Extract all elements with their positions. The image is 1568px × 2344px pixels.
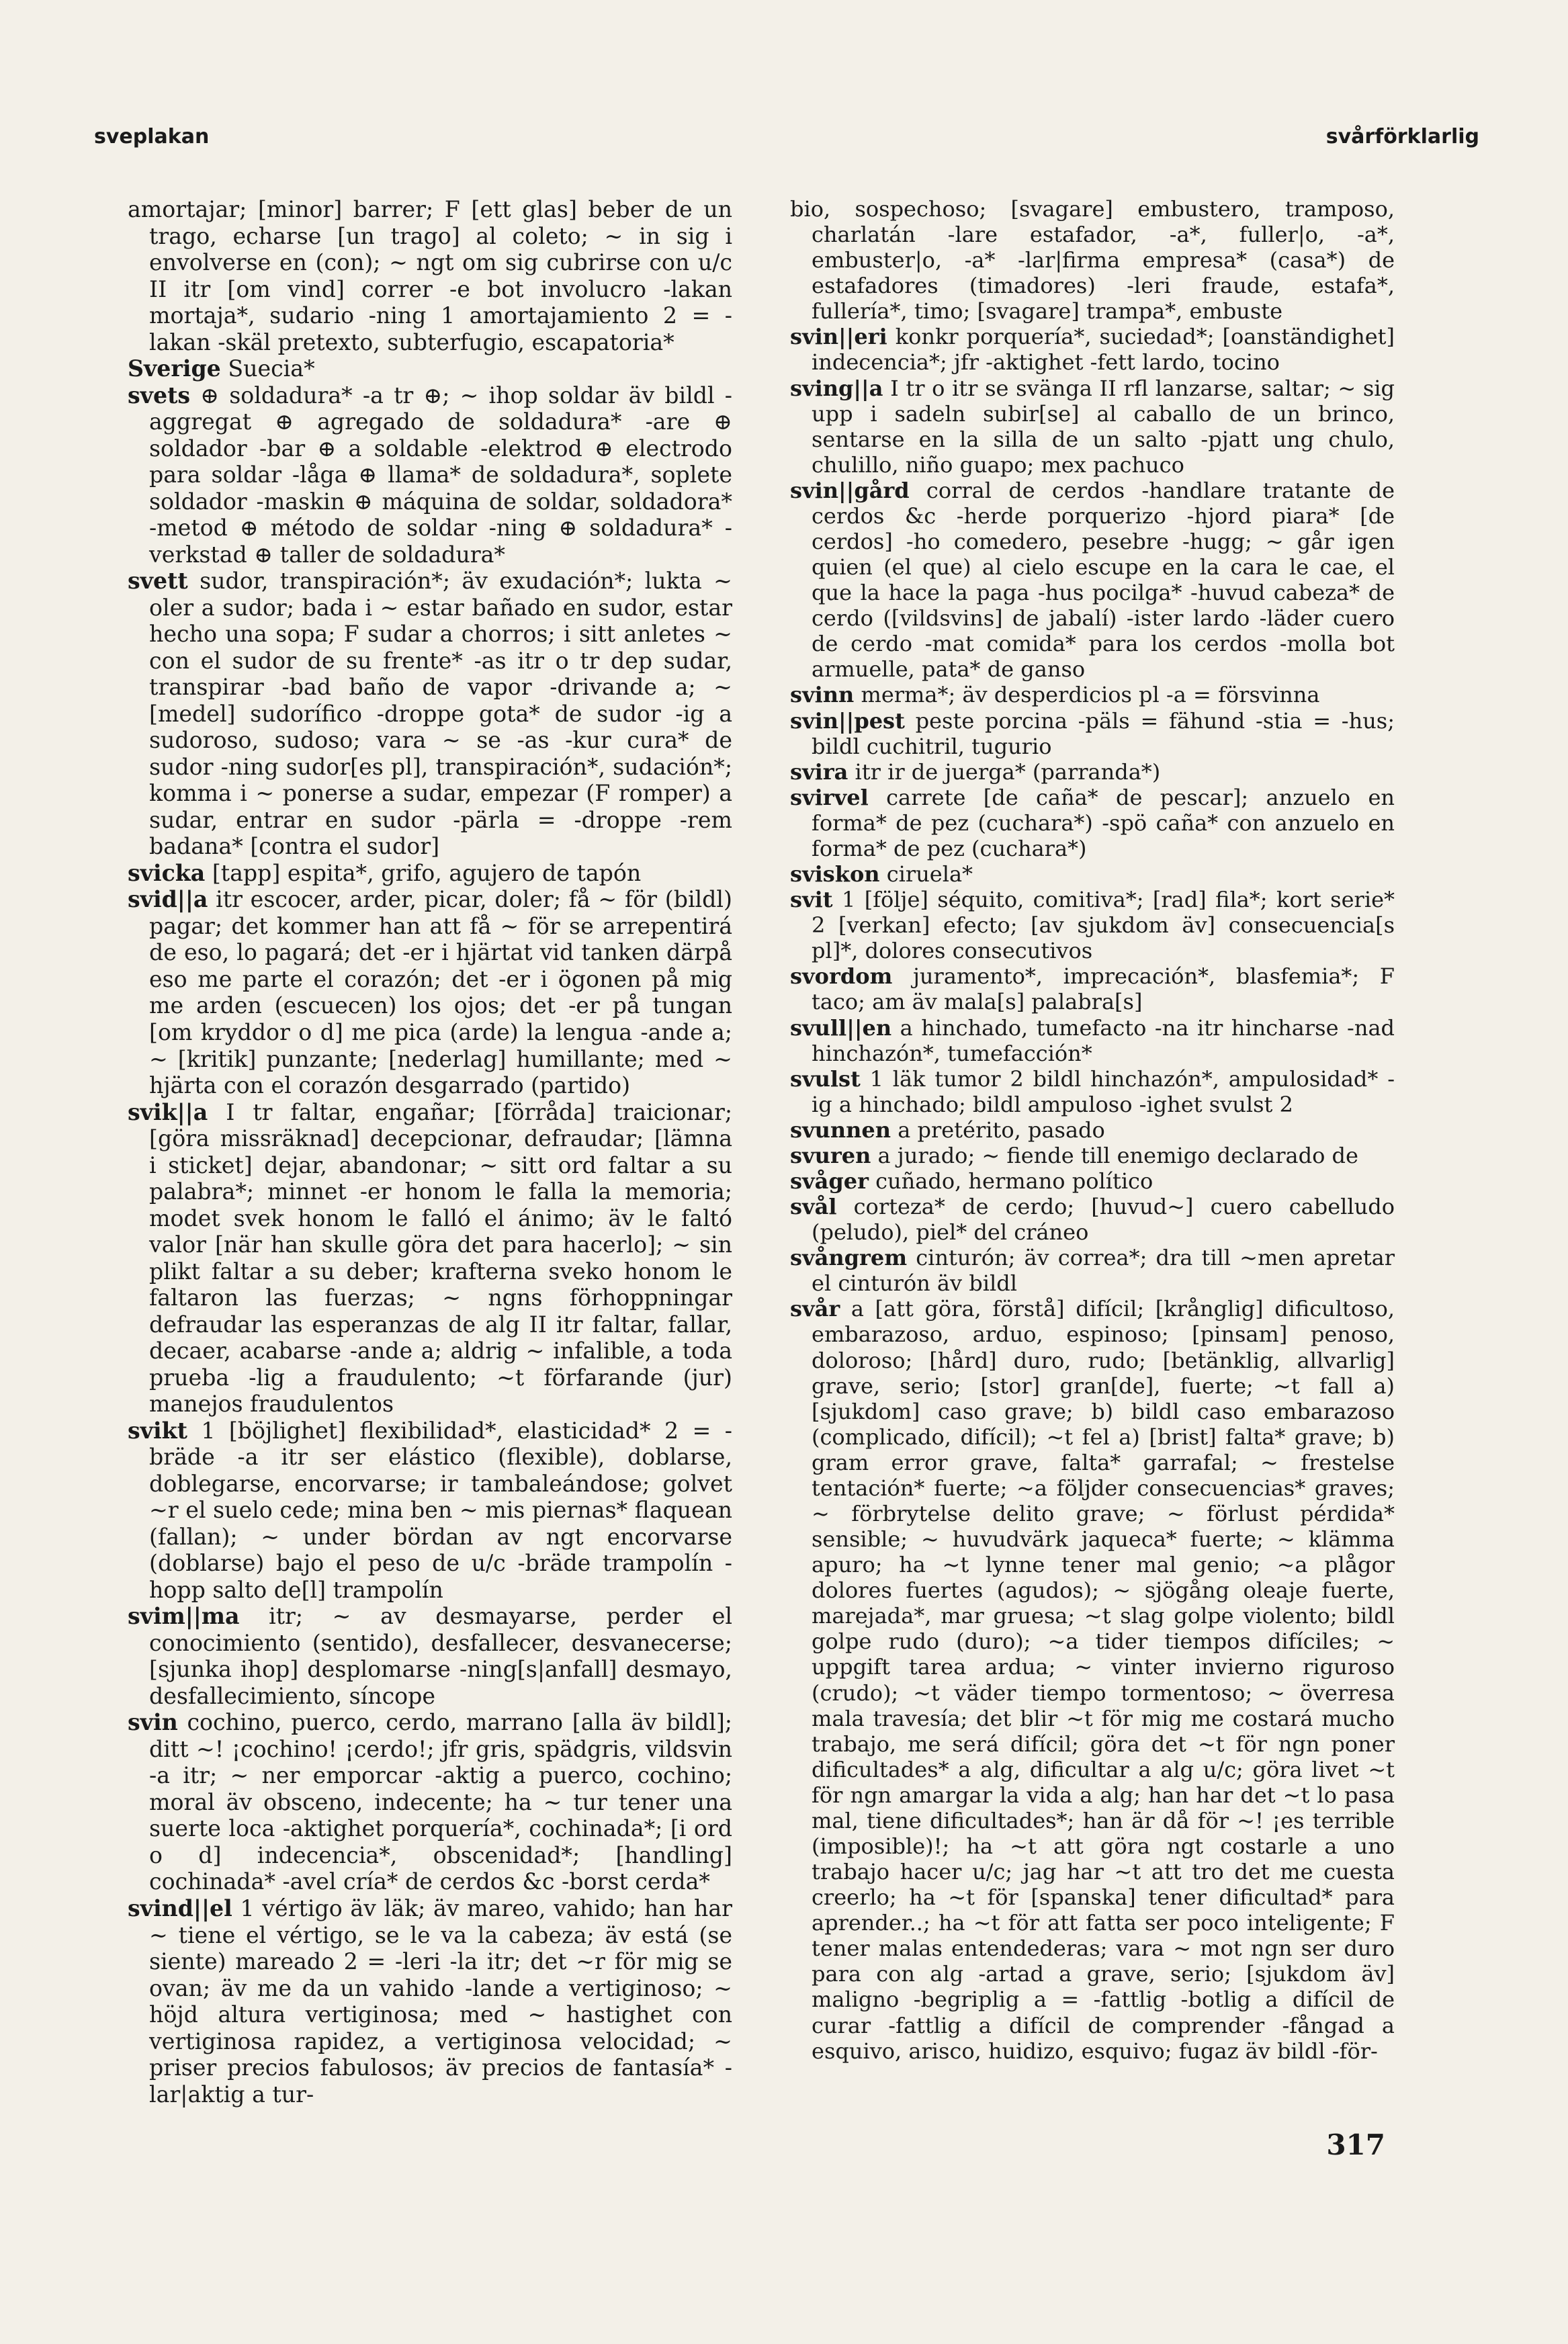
headword: svik||a [128, 1098, 208, 1125]
entry-text: ciruela* [886, 861, 973, 887]
headword: svunnen [790, 1117, 891, 1143]
entry-text: 1 läk tumor 2 bildl hinchazón*, ampulosidad* -ig a hinchado; bildl ampuloso -ighet svulst 2 [812, 1066, 1395, 1117]
entry-text: 1 [böjlighet] flexibilidad*, elasticidad* 2 = -bräde -a itr ser elástico (flexible), doblarse, doblegarse, encorvarse; ir tambaleándose; golvet ~r el suelo cede; mina ben ~ mis piernas* flaquean (fallan); ~ under bördan av ngt encorvarse (doblarse) bajo el peso de u/c -bräde trampolín -hopp salto de[l] trampolín [149, 1417, 732, 1603]
headword: svind||el [128, 1895, 232, 1921]
entry-text: sudor, transpiración*; äv exudación*; lukta ~ oler a sudor; bada i ~ estar bañado en sudor, estar hecho una sopa; F sudar a chorros; i sitt anletes ~ con el sudor de su frente* -as itr o tr dep sudar, transpirar -bad baño de vapor -drivande a; ~ [medel] sudorífico -droppe gota* de sudor -ig a sudoroso, sudoso; vara ~ se -as -kur cura* de sudor -ning sudor[es pl], transpiración*, sudación*; komma i ~ ponerse a sudar, empezar (F romper) a sudar, entrar en sudor -pärla = -droppe -rem badana* [contra el sudor] [149, 568, 732, 860]
dictionary-entry [790, 376, 1395, 478]
headword: sving||a [790, 375, 883, 401]
dictionary-entry [790, 1015, 1395, 1066]
dictionary-entry [128, 382, 732, 568]
entry-text: cinturón; äv correa*; dra till ~men apretar el cinturón äv bildl [812, 1245, 1395, 1297]
headword: svin||gård [790, 477, 910, 503]
left-column [128, 196, 732, 2108]
headword: svin [128, 1709, 178, 1736]
page-number: 317 [1326, 2128, 1385, 2161]
headword: svikt [128, 1417, 187, 1444]
entry-text: ⊕ soldadura* -a tr ⊕; ~ ihop soldar äv bildl -aggregat ⊕ agregado de soldadura* -are ⊕ soldador -bar ⊕ a soldable -elektrod ⊕ electrodo para soldar -låga ⊕ llama* de soldadura*, soplete soldador -maskin ⊕ máquina de soldar, soldadora* -metod ⊕ método de soldar -ning ⊕ soldadura* -verkstad ⊕ taller de soldadura* [149, 382, 732, 568]
entry-text: corral de cerdos -handlare tratante de cerdos &c -herde porquerizo -hjord piara* [de cerdos] -ho comedero, pesebre -hugg; ~ går igen quien (el que) al cielo escupe en la cara le cae, el que la hace la paga -hus pocilga* -huvud cabeza* de cerdo ([vildsvins] de jabalí) -ister lardo -läder cuero de cerdo -mat comida* para los cerdos -molla bot armuelle, pata* de ganso [812, 477, 1395, 683]
entry-text: peste porcina -päls = fähund -stia = -hus; bildl cuchitril, tugurio [812, 707, 1395, 759]
dictionary-entry [790, 887, 1395, 963]
entry-text: juramento*, imprecación*, blasfemia*; F taco; am äv mala[s] palabra[s] [812, 963, 1395, 1015]
entry-text: itr ir de juerga* (parranda*) [855, 758, 1161, 785]
dictionary-entry [790, 1143, 1395, 1168]
dictionary-entry [128, 1895, 732, 2108]
entry-text: amortajar; [minor] barrer; F [ett glas] beber de un trago, echarse [un trago] al coleto; ~ in sig i envolverse en (con); ~ ngt om sig cubrirse con u/c II itr [om vind] correr -e bot involucro -lakan mortaja*, sudario -ning 1 amortajamiento 2 = -lakan -skäl pretexto, subterfugio, escapatoria* [128, 196, 732, 355]
running-head-left: sveplakan [94, 125, 210, 148]
entry-text: I tr o itr se svänga II rfl lanzarse, saltar; ~ sig upp i sadeln subir[se] al caballo de un brinco, sentarse en la silla de un salto -pjatt ung chulo, chulillo, niño guapo; mex pachuco [812, 375, 1395, 478]
entry-text: 1 [följe] séquito, comitiva*; [rad] fila*; kort serie* 2 [verkan] efecto; [av sjukdom äv] consecuencia[s pl]*, dolores consecutivos [812, 887, 1395, 964]
entry-text: corteza* de cerdo; [huvud~] cuero cabelludo (peludo), piel* del cráneo [812, 1194, 1395, 1246]
headword: svordom [790, 963, 893, 990]
dictionary-entry [790, 478, 1395, 683]
dictionary-entry [128, 1603, 732, 1709]
headword: svinn [790, 682, 855, 708]
entry-text: itr; ~ av desmayarse, perder el conocimiento (sentido), desfallecer, desvanecerse; [sjunka ihop] desplomarse -ning[s|anfall] desmayo, desfallecimiento, síncope [149, 1603, 732, 1709]
dictionary-entry [790, 785, 1395, 861]
dictionary-entry [128, 1418, 732, 1604]
headword: svid||a [128, 886, 208, 913]
dictionary-entry [128, 1099, 732, 1418]
entry-text: cochino, puerco, cerdo, marrano [alla äv bildl]; ditt ~! ¡cochino! ¡cerdo!; jfr gris, spädgris, vildsvin -a itr; ~ ner emporcar -aktig a puerco, cochino; moral äv obsceno, indecente; ha ~ tur tener una suerte loca -aktighet porquería*, cochinada*; [i ord o d] indecencia*, obscenidad*; [handling] cochinada* -avel cría* de cerdos &c -borst cerda* [149, 1709, 732, 1895]
dictionary-entry [128, 886, 732, 1098]
entry-text: carrete [de caña* de pescar]; anzuelo en forma* de pez (cuchara*) -spö caña* con anzuelo en forma* de pez (cuchara*) [812, 784, 1395, 861]
right-column [790, 196, 1395, 2064]
headword: svull||en [790, 1014, 892, 1041]
headword: svåger [790, 1168, 869, 1194]
entry-text: merma*; äv desperdicios pl -a = försvinna [861, 682, 1320, 708]
entry-text: a jurado; ~ fiende till enemigo declarado de [877, 1142, 1358, 1168]
dictionary-entry [790, 1194, 1395, 1245]
dictionary-entry [790, 861, 1395, 887]
headword: svål [790, 1194, 837, 1220]
entry-text: Suecia* [228, 355, 315, 382]
dictionary-entry [790, 1168, 1395, 1194]
dictionary-entry [128, 1709, 732, 1895]
entry-text: a pretérito, pasado [898, 1117, 1105, 1143]
dictionary-entry [128, 568, 732, 860]
entry-text: I tr faltar, engañar; [förråda] traicionar; [göra missräknad] decepcionar, defraudar; [lämna i sticket] dejar, abandonar; ~ sitt ord faltar a su palabra*; minnet -er honom le falla la memoria; modet svek honom le falló el ánimo; äv le faltó valor [när han skulle göra det para hacerlo]; ~ sin plikt faltar a su deber; krafterna sveko honom le faltaron las fuerzas; ~ ngns förhoppningar defraudar las esperanzas de alg II itr faltar, fallar, decaer, acabarse -ande a; aldrig ~ infalible, a toda prueba -lig a fraudulento; ~t förfarande (jur) manejos fraudulentos [149, 1098, 732, 1418]
headword: svirvel [790, 784, 869, 810]
headword: svicka [128, 859, 206, 886]
headword: svin||eri [790, 324, 887, 350]
dictionary-entry [790, 1066, 1395, 1117]
entry-text: a [att göra, förstå] difícil; [krånglig] dificultoso, embarazoso, arduo, espinoso; [pinsam] penoso, doloroso; [hård] duro, rudo; [betänklig, allvarlig] grave, serio; [stor] gran[de], fuerte; ~t fall a) [sjukdom] caso grave; b) bildl caso embarazoso (complicado, difícil); ~t fel a) [brist] falta* grave; b) gram error grave, falta* garrafal; ~ frestelse tentación* fuerte; ~a följder consecuencias* graves; ~ förbrytelse delito grave; ~ förlust pérdida* sensible; ~ huvudvärk jaqueca* fuerte; ~ klämma apuro; ha ~t lynne tener mal genio; ~a plågor dolores fuertes (agudos); ~ sjögång oleaje fuerte, marejada*, mar gruesa; ~t slag golpe violento; bildl golpe rudo (duro); ~a tider tiempos difíciles; ~ uppgift tarea ardua; ~ vinter invierno riguroso (crudo); ~t väder tiempo tormentoso; ~ överresa mala travesía; det blir ~t för mig me costará mucho trabajo, me será difícil; göra det ~t för ngn poner dificultades* a alg, dificultar a alg u/c; göra livet ~t för ngn amargar la vida a alg; han har det ~t lo pasa mal, tiene dificultades*; han är då för ~! ¡es terrible (imposible)!; ha ~t att göra ngt costarle a uno trabajo hacer u/c; jag har ~t att tro det me cuesta creerlo; ha ~t för [spanska] tener dificultad* para aprender..; ha ~t för att fatta ser poco inteligente; F tener malas entendederas; vara ~ mot ngn ser duro para con alg -artad a grave, serio; [sjukdom äv] maligno -begriplig a = -fattlig -botlig a difícil de curar -fattlig a difícil de comprender -fångad a esquivo, arisco, huidizo, esquivo; fugaz äv bildl -för- [812, 1296, 1395, 2064]
headword: sviskon [790, 861, 880, 887]
headword: svångrem [790, 1245, 908, 1271]
entry-text: bio, sospechoso; [svagare] embustero, tramposo, charlatán -lare estafador, -a*, fuller|o, -a*, embuster|o, -a* -lar|firma empresa* (casa*) de estafadores (timadores) -leri fraude, estafa*, fullería*, timo; [svagare] trampa*, embuste [790, 196, 1395, 324]
entry-text: [tapp] espita*, grifo, agujero de tapón [212, 859, 642, 886]
dictionary-entry [790, 324, 1395, 375]
entry-text: a hinchado, tumefacto -na itr hincharse -nad hinchazón*, tumefacción* [812, 1014, 1395, 1066]
entry-text: cuñado, hermano político [875, 1168, 1153, 1194]
headword: svulst [790, 1066, 861, 1092]
running-head-right: svårförklarlig [1325, 125, 1479, 148]
dictionary-entry [790, 1245, 1395, 1296]
headword: svit [790, 887, 833, 913]
dictionary-entry [128, 860, 732, 887]
dictionary-entry [790, 759, 1395, 785]
headword: svets [128, 382, 191, 408]
dictionary-entry [790, 682, 1395, 707]
headword: svår [790, 1296, 840, 1322]
dictionary-entry [790, 1296, 1395, 2063]
dictionary-entry [790, 708, 1395, 759]
headword: svira [790, 758, 848, 785]
entry-text: itr escocer, arder, picar, doler; få ~ för (bildl) pagar; det kommer han att få ~ för se arrepentirá de eso, lo pagará; det -er i hjärtat vid tanken därpå eso me parte el corazón; det -er i ögonen på mig me arden (escuecen) los ojos; det -er på tungan [om kryddor o d] me pica (arde) la lengua -ande a; ~ [kritik] punzante; [nederlag] humillante; med ~ hjärta con el corazón desgarrado (partido) [149, 886, 732, 1099]
headword: Sverige [128, 355, 221, 382]
headword: svim||ma [128, 1603, 240, 1630]
dictionary-entry [128, 355, 732, 382]
headword: svett [128, 568, 188, 595]
headword: svin||pest [790, 707, 905, 734]
entry-text: 1 vértigo äv läk; äv mareo, vahido; han har ~ tiene el vértigo, se le va la cabeza; äv está (se siente) mareado 2 = -leri -la itr; det ~r för mig se ovan; äv me da un vahido -lande a vertiginoso; ~ höjd altura vertiginosa; med ~ hastighet con vertiginosa rapidez, a vertiginosa velocidad; ~ priser precios fabulosos; äv precios de fantasía* -lar|aktig a tur- [149, 1895, 732, 2108]
dictionary-entry [790, 1117, 1395, 1143]
dictionary-entry [790, 196, 1395, 324]
dictionary-entry [790, 963, 1395, 1014]
dictionary-entry [128, 196, 732, 355]
entry-text: konkr porquería*, suciedad*; [oanständighet] indecencia*; jfr -aktighet -fett lardo, tocino [812, 324, 1395, 376]
headword: svuren [790, 1142, 871, 1168]
